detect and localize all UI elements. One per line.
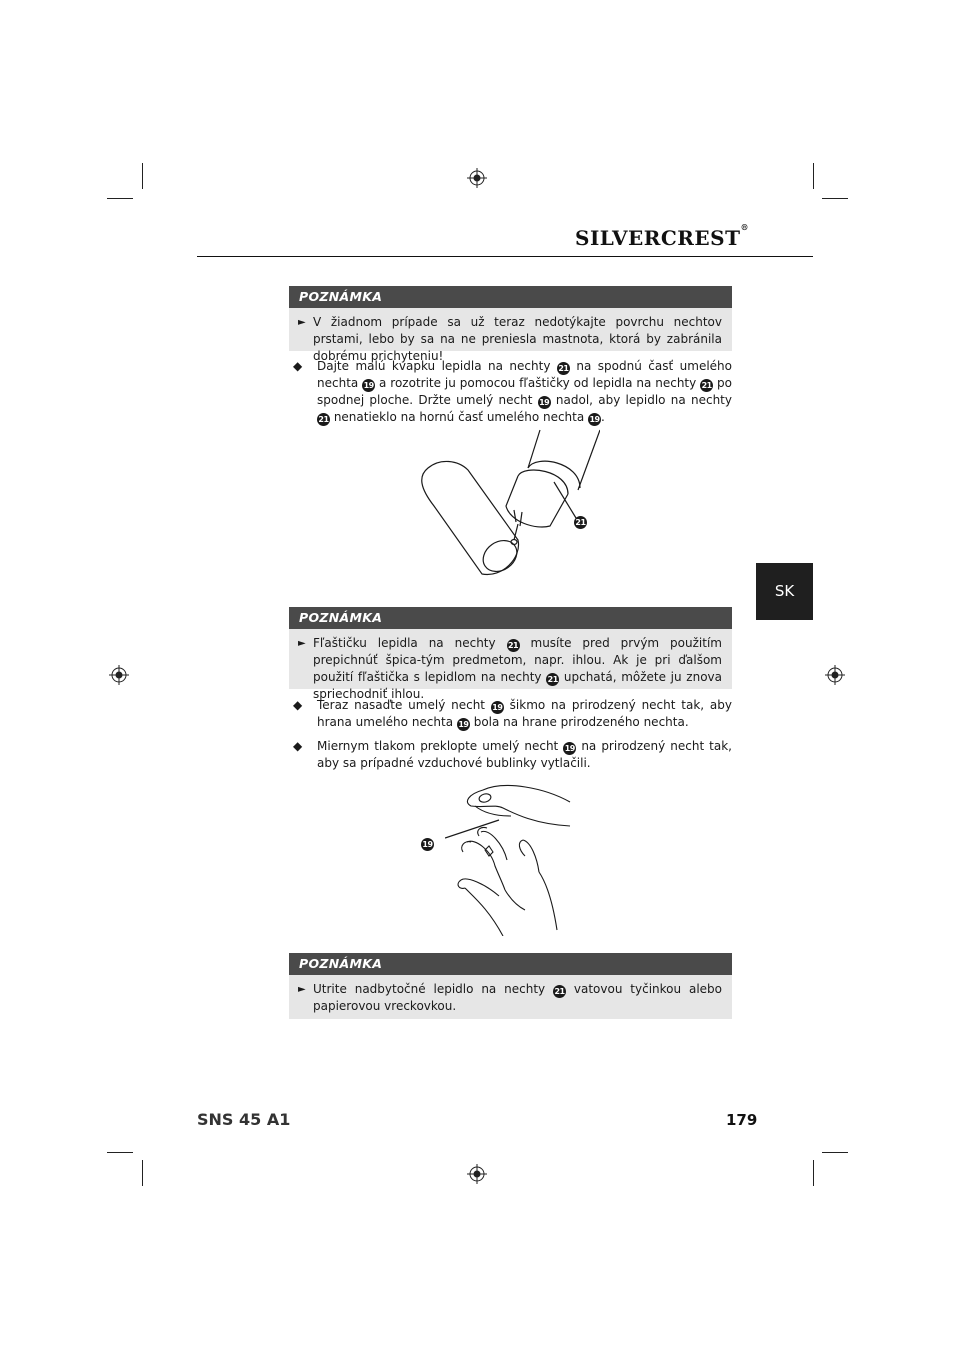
arrow-icon: ► xyxy=(298,984,306,995)
part-number-badge: 19 xyxy=(458,720,469,729)
note-text: musíte pred prvým použitím prepichnúť špica-tým predmetom, napr. ihlou. Ak je pri ďalšom použití fľaštička s lepidlom na nechty xyxy=(313,636,722,684)
note-text: vatovou tyčinkou alebo papierovou vreckovkou. xyxy=(313,982,722,1013)
part-number-badge: 21 xyxy=(558,364,569,373)
part-number-badge: 19 xyxy=(422,840,433,849)
note-text: Utrite nadbytočné lepidlo na nechty xyxy=(313,982,554,996)
diamond-bullet-icon: ◆ xyxy=(293,739,303,753)
bullet-text: a rozotrite ju pomocou fľaštičky od lepidla na nechty xyxy=(375,376,701,390)
note-heading: POZNÁMKA xyxy=(289,953,732,975)
footer-model: SNS 45 A1 xyxy=(197,1110,291,1129)
bullet-text: Dajte malú kvapku lepidla na nechty xyxy=(317,359,557,373)
bullet-text: Miernym tlakom preklopte umelý necht xyxy=(317,739,564,753)
registration-mark-icon xyxy=(109,665,129,685)
note-body xyxy=(289,629,732,701)
diamond-bullet-icon: ◆ xyxy=(293,359,303,373)
registered-mark: ® xyxy=(740,222,749,232)
part-number-badge: 19 xyxy=(589,415,600,424)
note-heading: POZNÁMKA xyxy=(289,286,732,308)
logo-crest: CREST xyxy=(660,226,741,250)
part-number-badge: 19 xyxy=(564,744,575,753)
part-number-badge: 21 xyxy=(554,987,565,996)
header-rule xyxy=(197,256,813,257)
part-number-badge: 21 xyxy=(575,518,586,527)
note-text: upchatá, môžete ju znova spriechodniť ihlou. xyxy=(313,670,722,701)
arrow-icon: ► xyxy=(298,317,306,328)
bullet-text: po spodnej ploche. Držte umelý necht xyxy=(317,376,732,407)
registration-mark-icon xyxy=(467,168,487,188)
part-number-badge: 21 xyxy=(547,675,558,684)
instruction-bullet xyxy=(293,697,732,731)
bullet-text: bola na hrane prirodzeného nechta. xyxy=(469,715,689,729)
instruction-bullet xyxy=(293,358,732,426)
note-body xyxy=(289,308,732,363)
registration-mark-icon xyxy=(825,665,845,685)
part-number-badge: 19 xyxy=(539,398,550,407)
page-number: 179 xyxy=(726,1111,758,1129)
glue-application-illustration xyxy=(410,428,600,583)
part-number-badge: 21 xyxy=(701,381,712,390)
crop-mark xyxy=(813,1160,814,1186)
bullet-text: na spodnú časť umelého nechta xyxy=(317,359,732,390)
instruction-bullet xyxy=(293,738,732,772)
bullet-text: Teraz nasaďte umelý necht xyxy=(317,698,491,712)
brand-logo xyxy=(575,222,755,254)
note-text: V žiadnom prípade sa už teraz nedotýkajte povrchu nechtov prstami, lebo by sa na ne preniesla mastnota, ktorá by zabránila dobrému prichyteniu! xyxy=(313,315,722,363)
diamond-bullet-icon: ◆ xyxy=(293,698,303,712)
part-number-badge: 19 xyxy=(363,381,374,390)
crop-mark xyxy=(107,198,133,199)
note-text: Fľaštičku lepidla na nechty xyxy=(313,636,507,650)
arrow-icon: ► xyxy=(298,638,306,649)
part-number-badge: 21 xyxy=(318,415,329,424)
crop-mark xyxy=(107,1152,133,1153)
bullet-text: šikmo na prirodzený necht tak, aby hrana umelého nechta xyxy=(317,698,733,729)
crop-mark xyxy=(822,1152,848,1153)
part-number-badge: 21 xyxy=(507,641,519,650)
crop-mark xyxy=(822,198,848,199)
bullet-text: na prirodzený necht tak, aby sa prípadné vzduchové bublinky vytlačili. xyxy=(317,739,732,770)
part-number-badge: 19 xyxy=(492,703,503,712)
logo-silver: SILVER xyxy=(575,226,661,250)
nail-application-hands-illustration xyxy=(445,780,575,936)
bullet-text: nadol, aby lepidlo na nechty xyxy=(550,393,732,407)
registration-mark-icon xyxy=(467,1164,487,1184)
crop-mark xyxy=(813,163,814,189)
crop-mark xyxy=(142,1160,143,1186)
bullet-text: nenatieklo na hornú časť umelého nechta xyxy=(330,410,589,424)
bullet-text: . xyxy=(601,410,605,424)
language-tab: SK xyxy=(756,563,813,620)
crop-mark xyxy=(142,163,143,189)
note-body xyxy=(289,975,732,1019)
note-heading: POZNÁMKA xyxy=(289,607,732,629)
